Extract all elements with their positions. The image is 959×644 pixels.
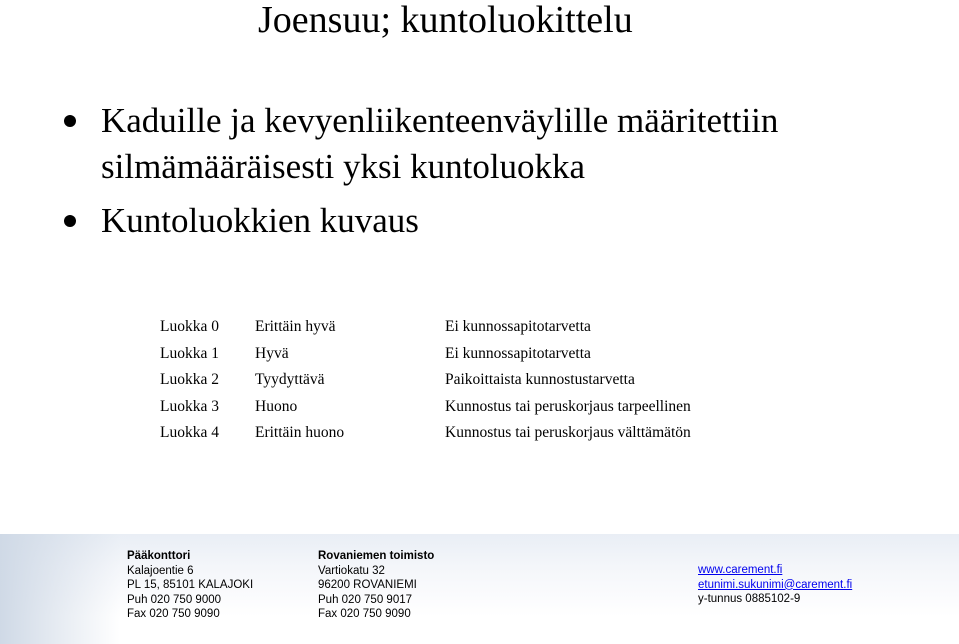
address-line: Kalajoentie 6 bbox=[127, 564, 194, 577]
class-cell: Luokka 4 bbox=[160, 424, 219, 441]
website-link[interactable]: www.carement.fi bbox=[698, 564, 783, 576]
condition-cell: Tyydyttävä bbox=[255, 371, 325, 388]
bullet-dot-icon bbox=[64, 115, 76, 127]
class-cell: Luokka 1 bbox=[160, 344, 219, 362]
fax-line: Fax 020 750 9090 bbox=[318, 608, 411, 621]
table-row bbox=[160, 420, 691, 447]
table-row bbox=[160, 367, 691, 394]
slide-title: Joensuu; kuntoluokittelu bbox=[258, 0, 633, 41]
head-office-heading: Pääkonttori bbox=[127, 550, 191, 562]
need-cell: Ei kunnossapitotarvetta bbox=[445, 318, 591, 335]
business-id: y-tunnus 0885102-9 bbox=[698, 593, 801, 606]
email-link[interactable]: etunimi.sukunimi@carement.fi bbox=[698, 578, 853, 591]
need-cell: Ei kunnossapitotarvetta bbox=[445, 344, 591, 362]
class-cell: Luokka 0 bbox=[160, 318, 219, 335]
bullet-dot-icon bbox=[64, 215, 76, 227]
phone-line: Puh 020 750 9000 bbox=[127, 593, 222, 606]
footer bbox=[0, 534, 959, 644]
address-line: Vartiokatu 32 bbox=[318, 564, 385, 577]
phone-line: Puh 020 750 9017 bbox=[318, 593, 413, 606]
contact-block bbox=[698, 563, 852, 607]
need-cell: Paikoittaista kunnostustarvetta bbox=[445, 371, 635, 388]
footer-shade bbox=[0, 534, 120, 644]
address-line: PL 15, 85101 KALAJOKI bbox=[127, 579, 254, 592]
table-row bbox=[160, 341, 691, 368]
rovaniemi-office-heading: Rovaniemen toimisto bbox=[318, 550, 435, 562]
class-cell: Luokka 3 bbox=[160, 397, 219, 415]
condition-class-table bbox=[160, 314, 691, 447]
condition-cell: Huono bbox=[255, 397, 298, 415]
need-cell: Kunnostus tai peruskorjaus välttämätön bbox=[445, 424, 691, 441]
class-cell: Luokka 2 bbox=[160, 371, 219, 388]
address-line: 96200 ROVANIEMI bbox=[318, 579, 417, 592]
bullet-text: Kaduille ja kevyenliikenteenväylille määritettiin silmämääräisesti yksi kuntoluokka bbox=[101, 101, 779, 186]
condition-cell: Erittäin huono bbox=[255, 424, 345, 441]
bullet-list bbox=[0, 98, 959, 244]
condition-cell: Hyvä bbox=[255, 344, 289, 362]
condition-cell: Erittäin hyvä bbox=[255, 318, 336, 335]
bullet-item bbox=[0, 98, 959, 190]
need-cell: Kunnostus tai peruskorjaus tarpeellinen bbox=[445, 397, 691, 415]
bullet-text: Kuntoluokkien kuvaus bbox=[101, 201, 419, 240]
fax-line: Fax 020 750 9090 bbox=[127, 608, 220, 621]
bullet-item bbox=[0, 198, 959, 244]
table-row bbox=[160, 314, 691, 341]
rovaniemi-office-block bbox=[318, 549, 434, 622]
table-row bbox=[160, 394, 691, 421]
head-office-block bbox=[127, 549, 253, 622]
